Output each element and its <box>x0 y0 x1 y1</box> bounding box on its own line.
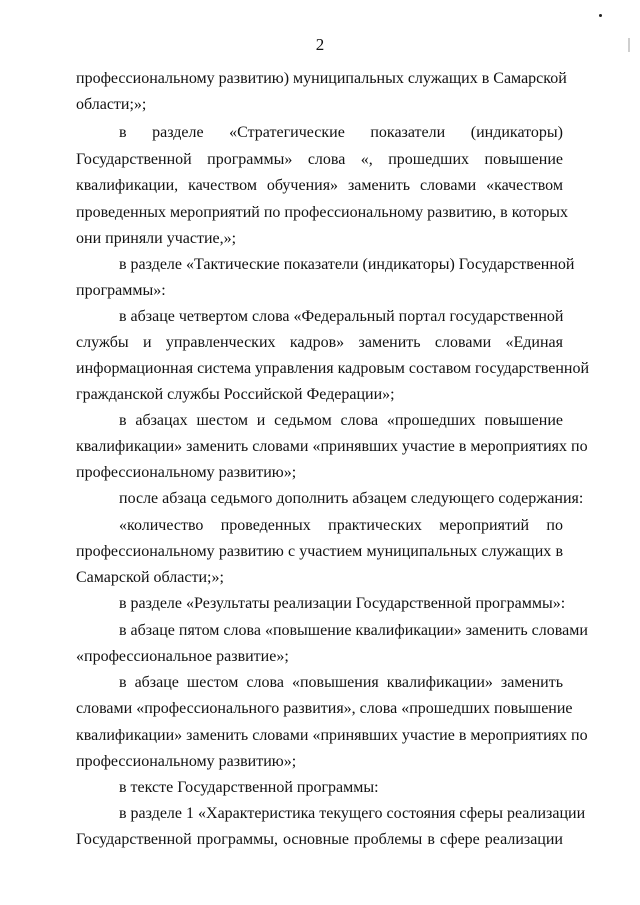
text-line: информационная система управления кадровым составом государственной <box>76 360 590 377</box>
text-line: в абзаце четвертом слова «Федеральный портал государственной <box>119 308 564 325</box>
text-line: в абзацах шестом и седьмом слова «прошедших повышение <box>119 412 563 429</box>
text-line: Государственной программы» слова «, прошедших повышение <box>76 151 563 168</box>
text-line: Государственной программы, основные проблемы в сфере реализации <box>76 831 563 848</box>
text-line: программы»: <box>76 282 166 299</box>
text-line: словами «профессионального развития», слова «прошедших повышение <box>76 700 573 717</box>
text-line: проведенных мероприятий по профессиональному развитию, в которых <box>76 204 568 221</box>
text-line: после абзаца седьмого дополнить абзацем следующего содержания: <box>119 490 584 507</box>
text-line: квалификации» заменить словами «принявших участие в мероприятиях по <box>76 438 588 455</box>
page-number: 2 <box>315 35 325 54</box>
text-line: в абзаце пятом слова «повышение квалификации» заменить словами <box>119 622 588 639</box>
text-line: гражданской службы Российской Федерации»; <box>76 386 395 403</box>
text-line: «количество проведенных практических мероприятий по <box>119 517 563 534</box>
text-line: они приняли участие,»; <box>76 230 237 247</box>
text-line: профессиональному развитию с участием муниципальных служащих в <box>76 543 563 560</box>
text-line: в разделе «Результаты реализации Государственной программы»: <box>119 595 566 612</box>
text-line: «профессиональное развитие»; <box>76 648 289 665</box>
scan-mark-top-right <box>599 14 602 17</box>
text-line: области;»; <box>76 96 147 113</box>
text-line: в разделе 1 «Характеристика текущего состояния сферы реализации <box>119 805 586 822</box>
text-line: квалификации, качеством обучения» заменить словами «качеством <box>76 177 563 194</box>
text-line: в разделе «Тактические показатели (индикаторы) Государственной <box>119 256 575 273</box>
text-line: профессиональному развитию) муниципальных служащих в Самарской <box>76 70 567 87</box>
text-line: в тексте Государственной программы: <box>119 779 379 796</box>
text-line: Самарской области;»; <box>76 569 224 586</box>
text-line: квалификации» заменить словами «принявших участие в мероприятиях по <box>76 727 588 744</box>
text-line: профессиональному развитию»; <box>76 464 297 481</box>
text-line: в разделе «Стратегические показатели (индикаторы) <box>119 124 563 141</box>
text-line: в абзаце шестом слова «повышения квалификации» заменить <box>119 674 563 691</box>
text-line: службы и управленческих кадров» заменить словами «Единая <box>76 334 563 351</box>
text-line: профессиональному развитию»; <box>76 753 297 770</box>
